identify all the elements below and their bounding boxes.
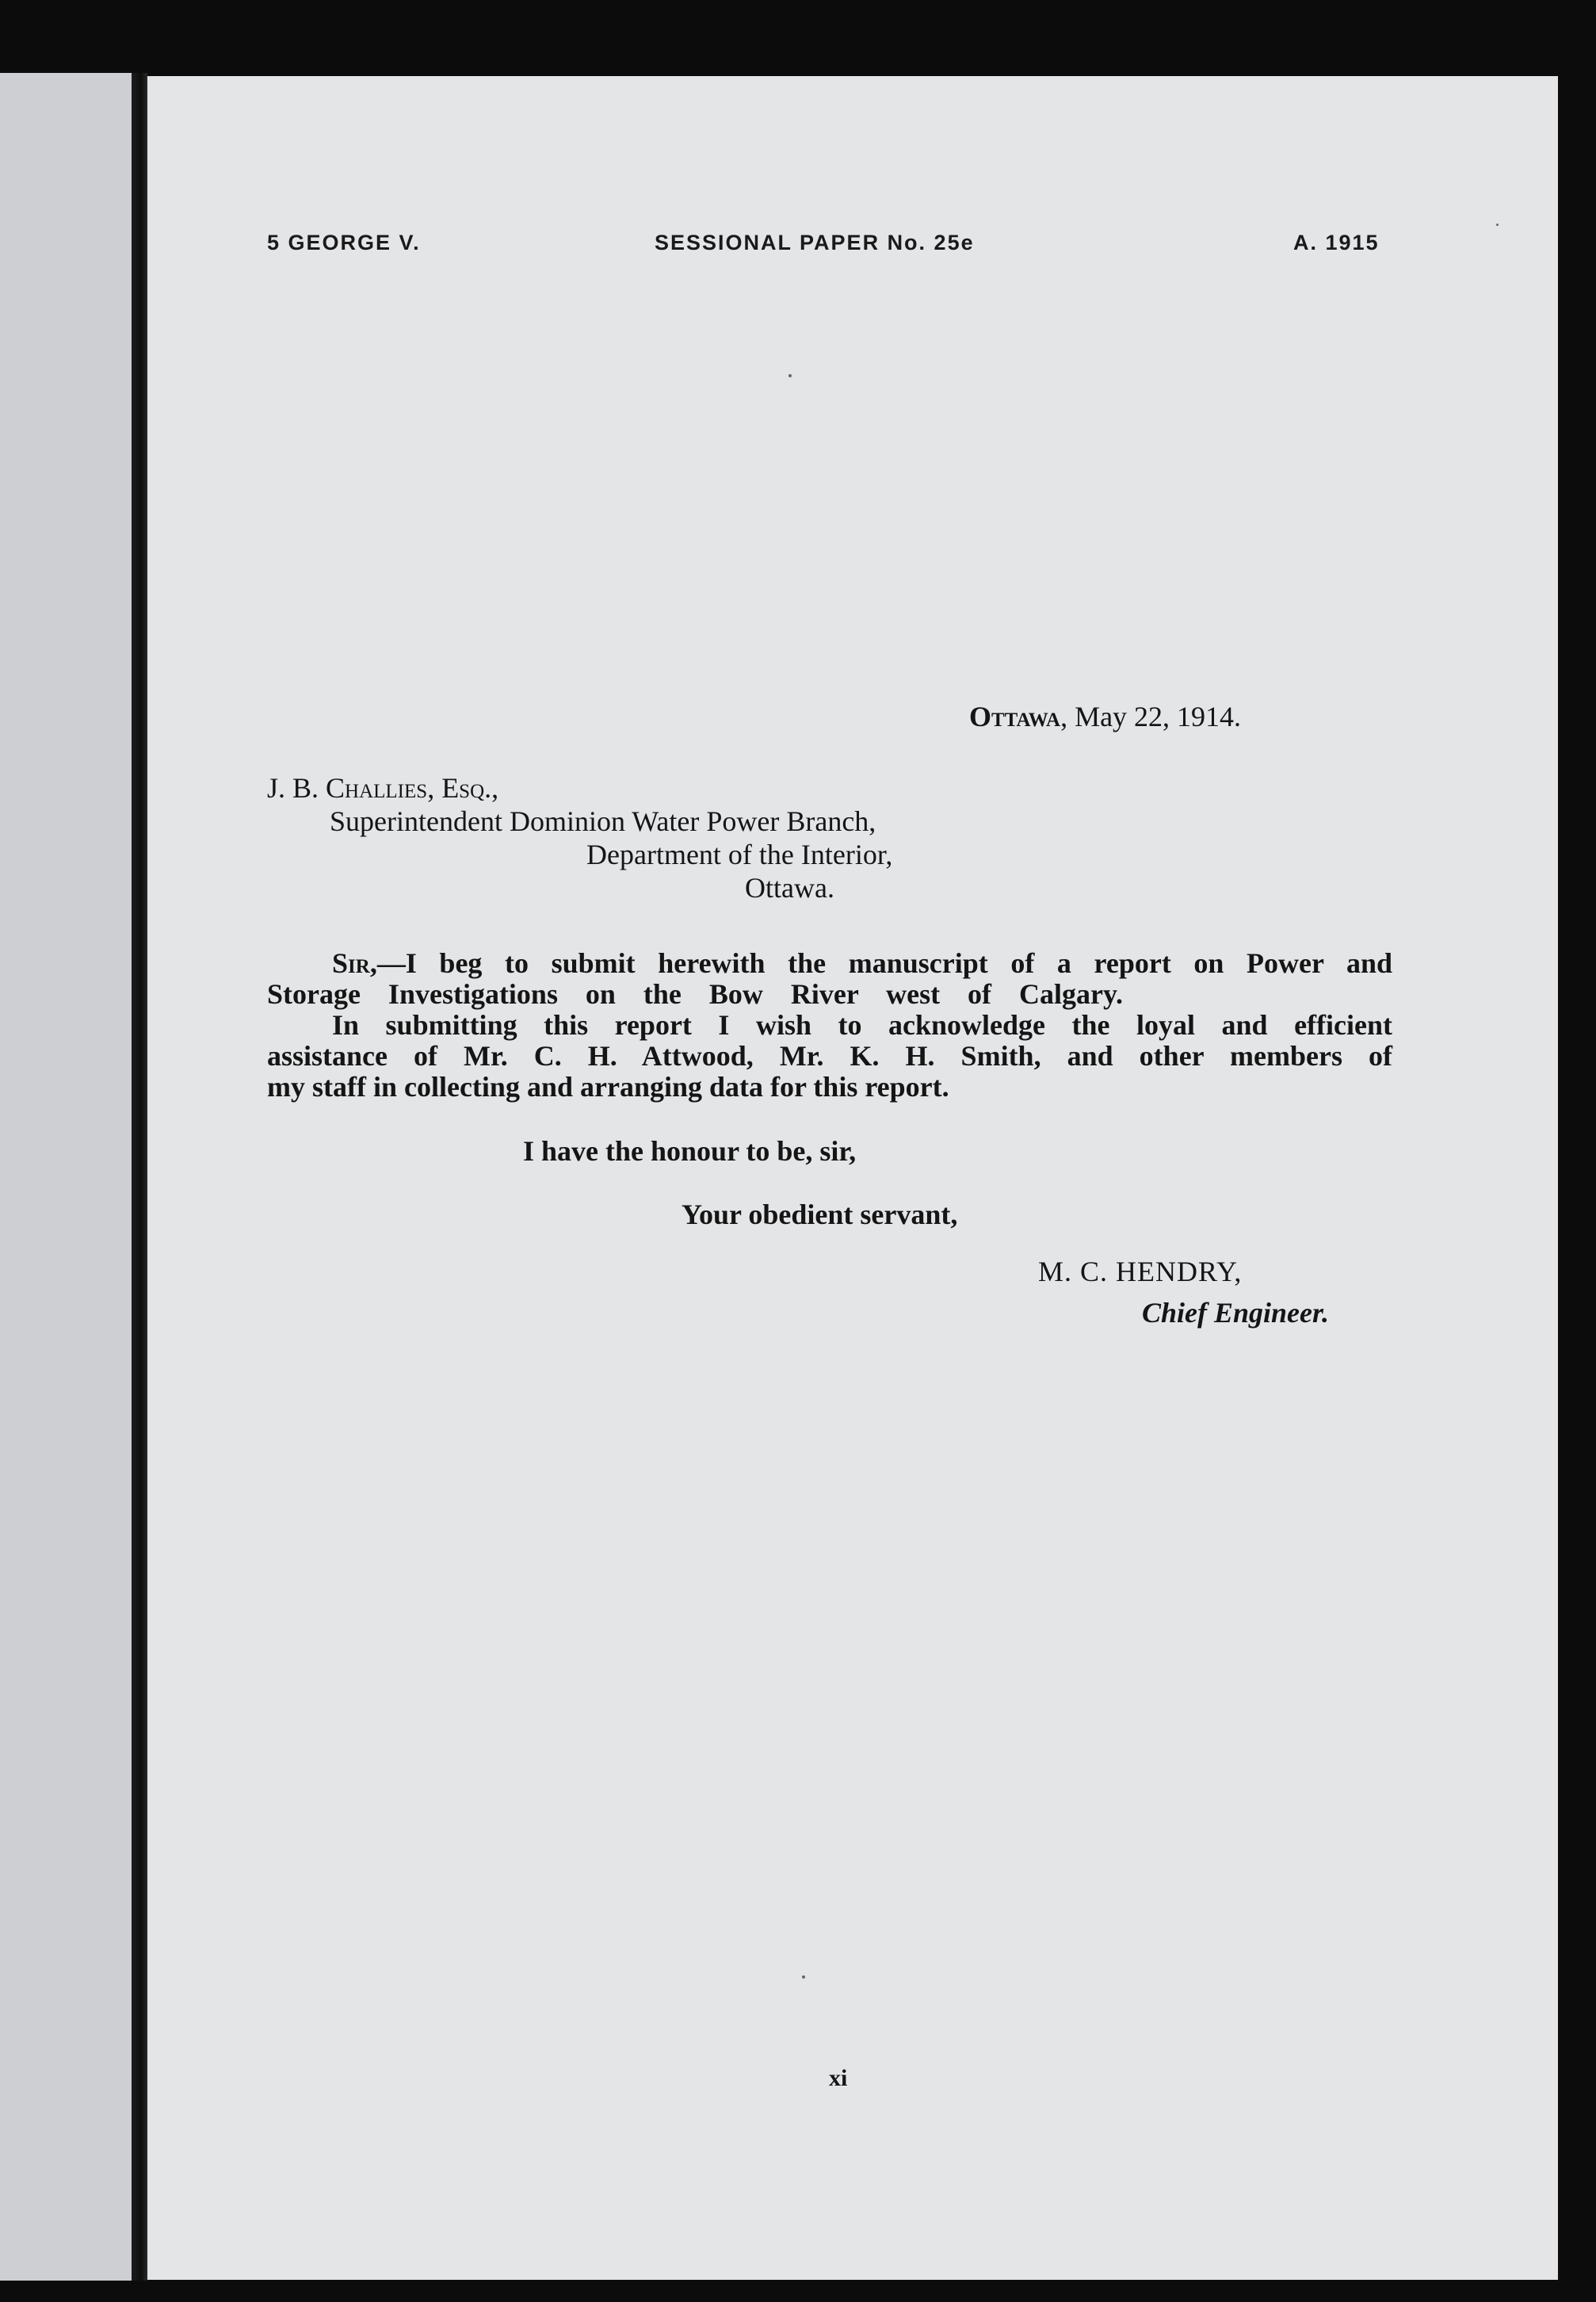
addressee-suffix: , Esq., [427, 772, 499, 804]
addressee-line-3: Ottawa. [745, 872, 834, 904]
body-line-4: assistance of Mr. C. H. Attwood, Mr. K. H. Smith, and other members of [267, 1040, 1392, 1072]
document-page [147, 76, 1558, 2280]
addressee-line-2: Department of the Interior, [586, 839, 893, 870]
running-head-center: SESSIONAL PAPER No. 25e [655, 231, 975, 254]
addressee-name-line [267, 772, 498, 804]
salutation: Sir [332, 947, 370, 979]
facing-page-margin [0, 73, 141, 2281]
dateline-date: , May 22, 1914. [1060, 701, 1242, 732]
addressee-name: J. B. Challies [267, 772, 428, 804]
scan-speck [1496, 224, 1499, 226]
page-folio: xi [829, 2065, 848, 2091]
closing-line-2: Your obedient servant, [682, 1199, 958, 1230]
signature-name: M. C. HENDRY, [1038, 1256, 1243, 1287]
signature-title: Chief Engineer. [1142, 1297, 1330, 1329]
dateline-place: Ottawa [969, 701, 1061, 732]
scan-speck [788, 374, 792, 377]
scan-speck [802, 1975, 805, 1979]
dateline [969, 701, 1241, 732]
addressee-line-1: Superintendent Dominion Water Power Branch, [330, 805, 876, 837]
body-line-1-text: ,—I beg to submit herewith the manuscript of a report on Power and [369, 947, 1392, 979]
body-line-5: my staff in collecting and arranging data for this report. [267, 1071, 949, 1103]
binding-edge [132, 73, 147, 2281]
scan-border [1558, 76, 1596, 2280]
body-line-2: Storage Investigations on the Bow River west of Calgary. [267, 978, 1123, 1010]
running-head-right: A. 1915 [1293, 231, 1380, 254]
running-head-left: 5 GEORGE V. [267, 231, 421, 254]
closing-line-1: I have the honour to be, sir, [523, 1135, 857, 1167]
body-line-1 [267, 947, 1392, 979]
body-line-3: In submitting this report I wish to acknowledge the loyal and efficient [332, 1009, 1392, 1041]
